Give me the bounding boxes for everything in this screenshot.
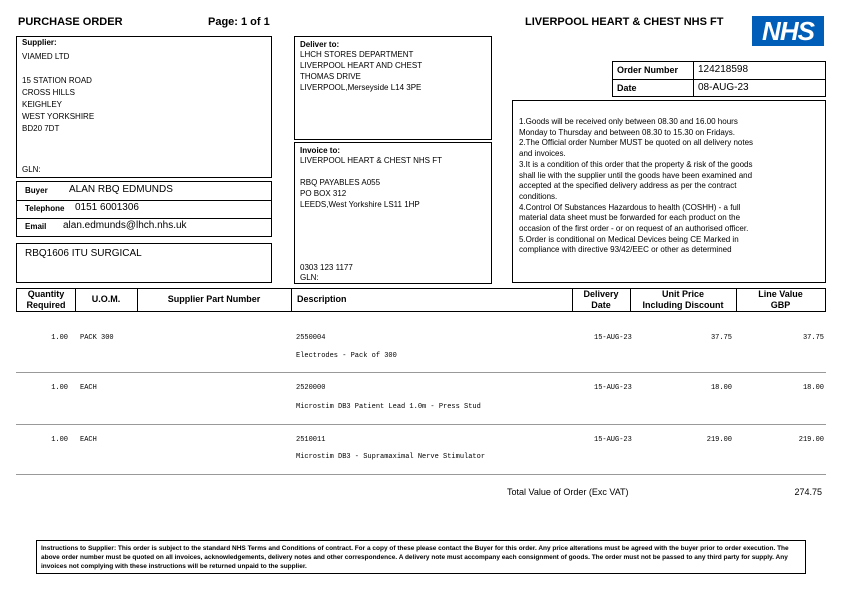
row-description: Microstim DB3 - Supramaximal Nerve Stimulator [296, 453, 486, 461]
supplier-instructions-box [36, 540, 806, 574]
row-code: 2550004 [296, 334, 326, 342]
deliver-to-line: LHCH STORES DEPARTMENT [300, 50, 414, 59]
buyer-contact-box [16, 181, 272, 237]
condition-line: 5.Order is conditional on Medical Devices being CE Marked in [519, 234, 739, 244]
page-number: Page: 1 of 1 [208, 16, 270, 28]
deliver-to-line: LIVERPOOL HEART AND CHEST [300, 61, 423, 70]
table-row [16, 312, 826, 372]
order-date-label: Date [617, 83, 637, 93]
condition-line: conditions. [519, 191, 558, 201]
header-quantity-line2: Required [26, 300, 66, 310]
supplier-line: 15 STATION ROAD [22, 76, 92, 85]
invoice-to-line: LIVERPOOL HEART & CHEST NHS FT [300, 156, 442, 165]
condition-line: accepted at the specified delivery address as per the contract [519, 181, 737, 191]
supplier-address [22, 51, 94, 135]
header-uom: U.O.M. [91, 294, 121, 304]
condition-line: 4.Control Of Substances Hazardous to health (COSHH) - a full [519, 202, 741, 212]
condition-line: 3.It is a condition of this order that the property & risk of the goods [519, 159, 753, 169]
supplier-line: VIAMED LTD [22, 52, 70, 61]
supplier-line: KEIGHLEY [22, 100, 63, 109]
row-delivery-date: 15-AUG-23 [594, 334, 632, 342]
row-line-value: 37.75 [802, 334, 824, 342]
row-quantity: 1.00 [51, 384, 68, 392]
invoice-to-phone: 0303 123 1177 [300, 263, 353, 272]
header-description: Description [297, 294, 347, 304]
supplier-gln-label: GLN: [22, 165, 41, 174]
order-info-box [612, 61, 826, 97]
cost-centre: RBQ1606 ITU SURGICAL [25, 248, 142, 259]
order-number-value: 124218598 [698, 64, 749, 75]
row-uom: PACK 300 [80, 334, 114, 342]
row-delivery-date: 15-AUG-23 [594, 384, 632, 392]
supplier-label: Supplier: [22, 38, 57, 47]
invoice-to-label: Invoice to: [300, 146, 341, 155]
supplier-line [22, 63, 94, 75]
header-line-value [736, 289, 825, 311]
buyer-name: ALAN RBQ EDMUNDS [69, 184, 173, 195]
row-description: Microstim DB3 Patient Lead 1.0m - Press Stud [296, 403, 481, 411]
header-unit-price-line1: Unit Price [661, 289, 704, 299]
order-date-value: 08-AUG-23 [698, 82, 749, 93]
condition-line: and invoices. [519, 149, 566, 159]
condition-line: material data sheet must be forwarded for each product on the [519, 213, 741, 223]
conditions-text [519, 117, 753, 256]
row-uom: EACH [80, 436, 97, 444]
row-description: Electrodes - Pack of 300 [296, 352, 397, 360]
deliver-to-line: LIVERPOOL,Merseyside L14 3PE [300, 83, 422, 92]
table-row [16, 372, 826, 424]
buyer-label: Buyer [25, 186, 48, 195]
header-unit-price [630, 289, 736, 311]
row-uom: EACH [80, 384, 97, 392]
line-items-header [16, 288, 826, 312]
email-label: Email [25, 222, 47, 231]
invoice-to-line [300, 166, 442, 177]
header-delivery-line1: Delivery [583, 289, 619, 299]
row-delivery-date: 15-AUG-23 [594, 436, 632, 444]
row-quantity: 1.00 [51, 436, 68, 444]
deliver-to-line: THOMAS DRIVE [300, 72, 361, 81]
header-supplier-part: Supplier Part Number [167, 294, 261, 304]
supplier-line: CROSS HILLS [22, 88, 75, 97]
supplier-instructions: Instructions to Supplier: This order is subject to the standard NHS Terms and Conditions of contract. For a copy of these please contact the Buyer for this order. Any price alterations must be agreed with the buyer prior to order execution. The above order number must be quoted on all invoices, acknowledgements, delivery notes and other correspondence. A delivery note must accompany each consignment of goods. The order must not be passed to any third party for supply. Any invoices not complying with these instructions will be returned unpaid to the supplier. [41, 545, 789, 570]
document-title: PURCHASE ORDER [18, 16, 123, 28]
deliver-to-box [294, 36, 492, 140]
supplier-line: WEST YORKSHIRE [22, 112, 95, 121]
invoice-to-line: RBQ PAYABLES A055 [300, 178, 381, 187]
invoice-to-box [294, 142, 492, 284]
row-unit-price: 37.75 [710, 334, 732, 342]
total-value: 274.75 [794, 487, 822, 497]
row-quantity: 1.00 [51, 334, 68, 342]
email-value[interactable]: alan.edmunds@lhch.nhs.uk [63, 220, 187, 231]
condition-line: compliance with directive 93/42/EEC or other as determined [519, 245, 732, 255]
telephone-value: 0151 6001306 [75, 202, 139, 213]
invoice-to-line: LEEDS,West Yorkshire LS11 1HP [300, 200, 420, 209]
supplier-box [16, 36, 272, 178]
supplier-line: BD20 7DT [22, 124, 60, 133]
invoice-to-address [300, 155, 442, 210]
header-line-value-line2: GBP [770, 300, 791, 310]
condition-line: Monday to Thursday and between 08.30 to 15.30 on Fridays. [519, 127, 735, 137]
header-line-value-line1: Line Value [758, 289, 803, 299]
total-label: Total Value of Order (Exc VAT) [507, 487, 629, 497]
cost-centre-box [16, 243, 272, 283]
table-row [16, 424, 826, 476]
header-delivery-date [572, 289, 630, 311]
telephone-label: Telephone [25, 204, 65, 213]
row-unit-price: 18.00 [710, 384, 732, 392]
organisation-name: LIVERPOOL HEART & CHEST NHS FT [525, 16, 724, 28]
condition-line: occasion of the first order - or on request of an authorised officer. [519, 224, 749, 234]
deliver-to-address [300, 49, 422, 93]
row-line-value: 18.00 [802, 384, 824, 392]
row-unit-price: 219.00 [706, 436, 732, 444]
header-quantity [17, 289, 75, 311]
condition-line: 2.The Official order Number MUST be quoted on all delivery notes [519, 138, 754, 148]
row-line-value: 219.00 [798, 436, 824, 444]
row-code: 2520000 [296, 384, 326, 392]
condition-line: 1.Goods will be received only between 08.30 and 16.00 hours [519, 117, 738, 126]
header-delivery-line2: Date [591, 300, 611, 310]
nhs-logo: NHS [752, 16, 824, 46]
invoice-to-line: PO BOX 312 [300, 189, 347, 198]
row-code: 2510011 [296, 436, 326, 444]
conditions-box [512, 100, 826, 283]
header-unit-price-line2: Including Discount [642, 300, 724, 310]
header-quantity-line1: Quantity [27, 289, 65, 299]
invoice-to-gln-label: GLN: [300, 273, 319, 282]
deliver-to-label: Deliver to: [300, 40, 340, 49]
condition-line: shall lie with the supplier until the goods have been examined and [519, 170, 753, 180]
order-number-label: Order Number [617, 65, 679, 75]
